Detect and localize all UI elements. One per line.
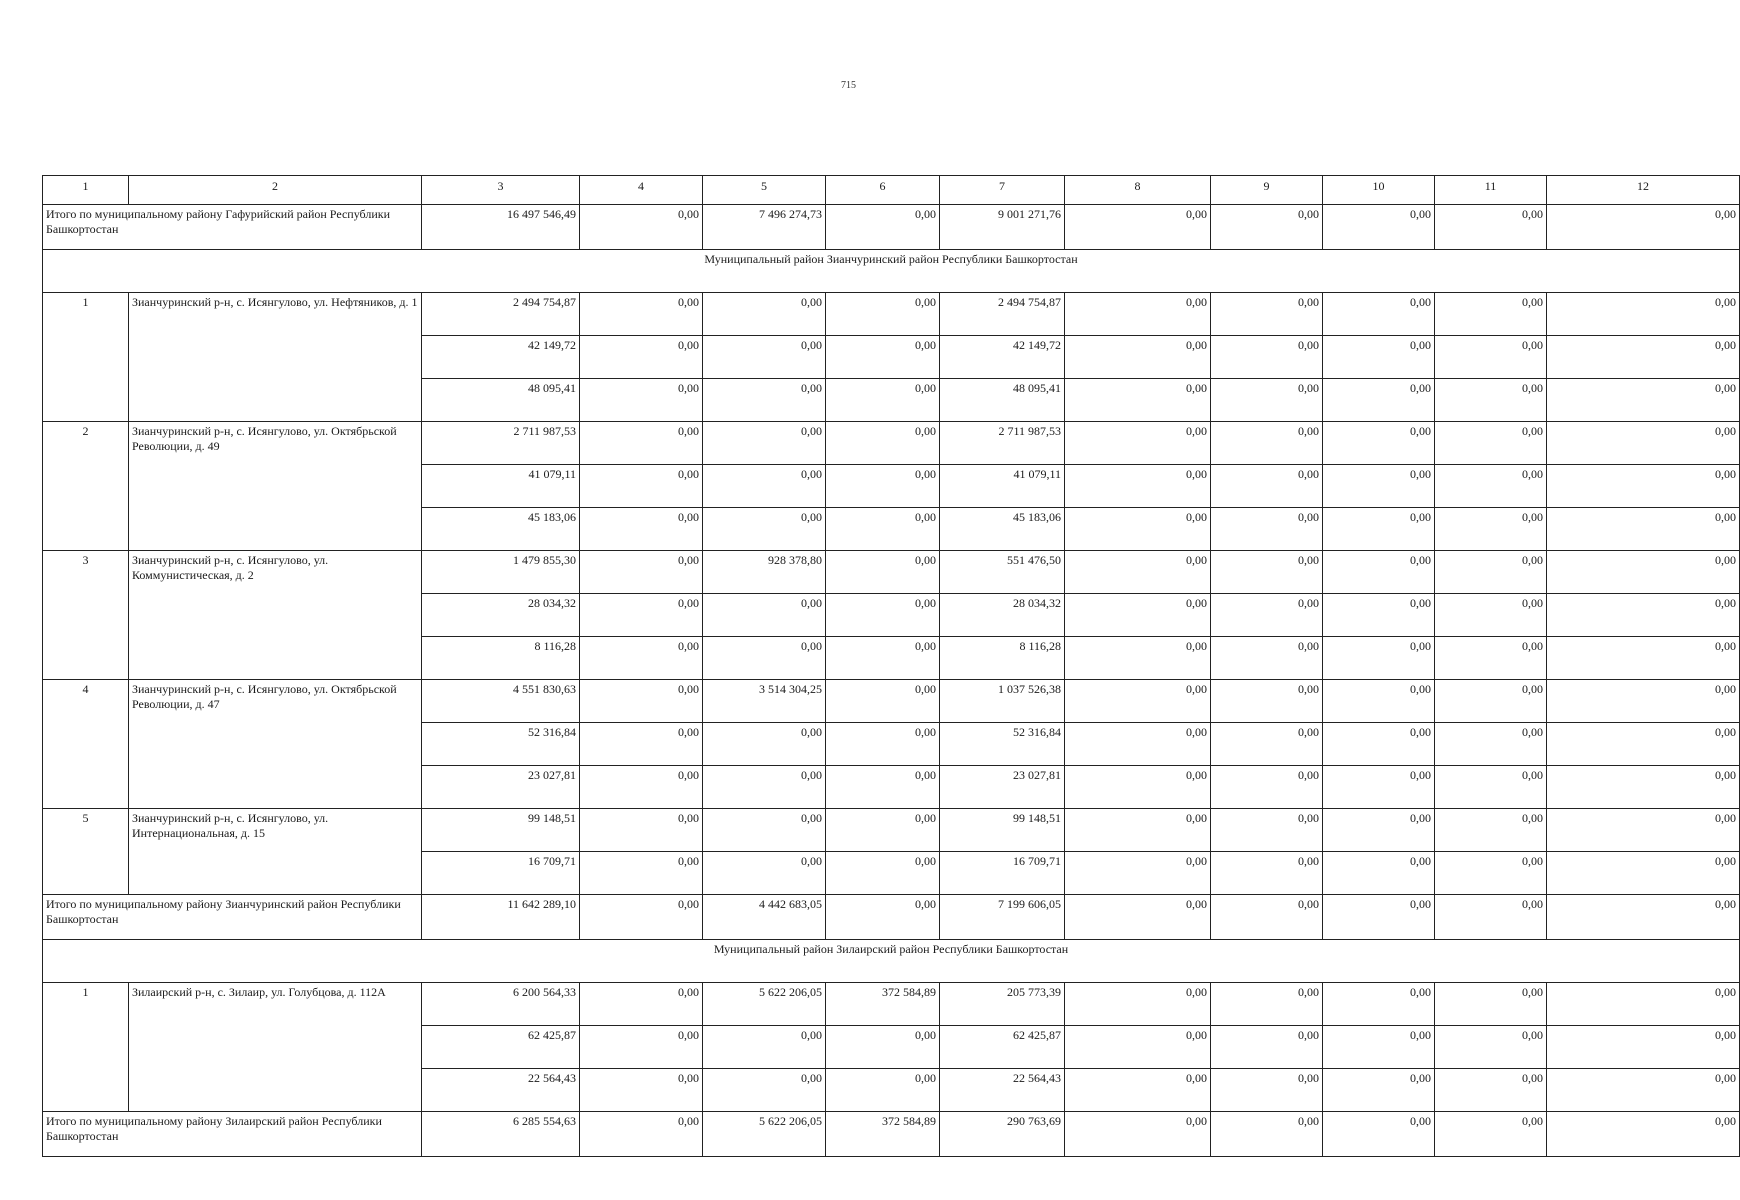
total-value-cell: 0,00 [1065,205,1211,250]
amount-cell: 928 378,80 [703,551,826,594]
amount-cell: 205 773,39 [940,983,1065,1026]
total-value-cell: 0,00 [1323,1112,1435,1157]
amount-cell: 28 034,32 [422,594,580,637]
amount-cell: 42 149,72 [940,336,1065,379]
amount-cell: 0,00 [703,379,826,422]
amount-cell: 0,00 [1065,983,1211,1026]
amount-cell: 22 564,43 [940,1069,1065,1112]
total-value-cell: 290 763,69 [940,1112,1065,1157]
total-value-cell: 0,00 [826,895,940,940]
object-row [43,680,1740,723]
amount-cell: 0,00 [1211,637,1323,680]
amount-cell: 0,00 [1211,723,1323,766]
total-value-cell: 0,00 [580,895,703,940]
amount-cell: 0,00 [826,766,940,809]
amount-cell: 0,00 [580,594,703,637]
amount-cell: 0,00 [1065,293,1211,336]
amount-cell: 0,00 [1211,983,1323,1026]
amount-cell: 0,00 [826,594,940,637]
amount-cell: 0,00 [826,422,940,465]
column-number-header: 2 [129,176,422,205]
district-section-row [43,940,1740,983]
district-section-title: Муниципальный район Зилаирский район Республики Башкортостан [43,940,1740,983]
amount-cell: 0,00 [1065,1026,1211,1069]
amount-cell: 45 183,06 [940,508,1065,551]
amount-cell: 0,00 [580,723,703,766]
amount-cell: 0,00 [1435,1069,1547,1112]
amount-cell: 0,00 [1323,983,1435,1026]
amount-cell: 0,00 [1065,465,1211,508]
amount-cell: 0,00 [703,1069,826,1112]
total-value-cell: 0,00 [1211,205,1323,250]
amount-cell: 0,00 [1323,293,1435,336]
column-number-header: 1 [43,176,129,205]
amount-cell: 0,00 [1211,379,1323,422]
amount-cell: 0,00 [1547,983,1740,1026]
amount-cell: 41 079,11 [940,465,1065,508]
object-address: Зианчуринский р-н, с. Исянгулово, ул. Интернациональная, д. 15 [129,809,422,895]
total-value-cell: 7 496 274,73 [703,205,826,250]
amount-cell: 0,00 [1065,852,1211,895]
amount-cell: 0,00 [1211,293,1323,336]
amount-cell: 0,00 [1323,723,1435,766]
amount-cell: 0,00 [1547,508,1740,551]
amount-cell: 0,00 [1323,551,1435,594]
district-section-title: Муниципальный район Зианчуринский район Республики Башкортостан [43,250,1740,293]
amount-cell: 0,00 [1547,293,1740,336]
amount-cell: 0,00 [580,465,703,508]
amount-cell: 0,00 [580,852,703,895]
amount-cell: 0,00 [703,1026,826,1069]
column-number-header: 3 [422,176,580,205]
total-value-cell: 0,00 [1435,1112,1547,1157]
district-total-label: Итого по муниципальному району Зилаирский район Республики Башкортостан [43,1112,422,1157]
page-number: 715 [841,80,856,91]
amount-cell: 0,00 [1547,465,1740,508]
object-index: 1 [43,983,129,1112]
amount-cell: 0,00 [1211,465,1323,508]
column-number-header: 6 [826,176,940,205]
amount-cell: 0,00 [1435,766,1547,809]
amount-cell: 0,00 [1323,336,1435,379]
amount-cell: 0,00 [1323,809,1435,852]
amount-cell: 2 711 987,53 [940,422,1065,465]
amount-cell: 0,00 [1211,336,1323,379]
total-value-cell: 0,00 [1323,205,1435,250]
total-value-cell: 0,00 [1547,895,1740,940]
amount-cell: 1 037 526,38 [940,680,1065,723]
amount-cell: 0,00 [1547,336,1740,379]
object-address: Зианчуринский р-н, с. Исянгулово, ул. Октябрьской Революции, д. 47 [129,680,422,809]
district-total-row [43,1112,1740,1157]
amount-cell: 0,00 [826,723,940,766]
amount-cell: 0,00 [826,1026,940,1069]
amount-cell: 0,00 [1323,465,1435,508]
amount-cell: 0,00 [580,551,703,594]
amount-cell: 0,00 [1323,422,1435,465]
amount-cell: 6 200 564,33 [422,983,580,1026]
amount-cell: 8 116,28 [940,637,1065,680]
amount-cell: 0,00 [580,293,703,336]
amount-cell: 0,00 [826,637,940,680]
column-number-header: 5 [703,176,826,205]
amount-cell: 0,00 [1547,723,1740,766]
amount-cell: 0,00 [1547,637,1740,680]
amount-cell: 0,00 [1323,637,1435,680]
total-value-cell: 0,00 [1547,205,1740,250]
column-number-row [43,176,1740,205]
amount-cell: 2 711 987,53 [422,422,580,465]
total-value-cell: 0,00 [1323,895,1435,940]
amount-cell: 0,00 [580,983,703,1026]
amount-cell: 48 095,41 [940,379,1065,422]
amount-cell: 0,00 [1211,551,1323,594]
amount-cell: 4 551 830,63 [422,680,580,723]
amount-cell: 0,00 [1211,508,1323,551]
amount-cell: 0,00 [703,508,826,551]
district-total-row [43,895,1740,940]
amount-cell: 0,00 [826,379,940,422]
amount-cell: 0,00 [1065,1069,1211,1112]
object-index: 1 [43,293,129,422]
amount-cell: 23 027,81 [422,766,580,809]
amount-cell: 23 027,81 [940,766,1065,809]
column-number-header: 11 [1435,176,1547,205]
column-number-header: 10 [1323,176,1435,205]
amount-cell: 0,00 [1065,551,1211,594]
total-value-cell: 16 497 546,49 [422,205,580,250]
total-value-cell: 9 001 271,76 [940,205,1065,250]
amount-cell: 0,00 [1211,422,1323,465]
total-value-cell: 0,00 [1065,1112,1211,1157]
district-total-row [43,205,1740,250]
amount-cell: 5 622 206,05 [703,983,826,1026]
object-row [43,551,1740,594]
amount-cell: 0,00 [1323,680,1435,723]
amount-cell: 0,00 [1065,637,1211,680]
object-row [43,422,1740,465]
amount-cell: 0,00 [1435,809,1547,852]
amount-cell: 0,00 [1547,766,1740,809]
amount-cell: 0,00 [580,1026,703,1069]
amount-cell: 0,00 [1435,465,1547,508]
amount-cell: 0,00 [1435,551,1547,594]
amount-cell: 0,00 [1435,422,1547,465]
amount-cell: 0,00 [1547,852,1740,895]
amount-cell: 0,00 [580,809,703,852]
amount-cell: 0,00 [1435,680,1547,723]
amount-cell: 0,00 [1435,594,1547,637]
amount-cell: 0,00 [1323,1026,1435,1069]
amount-cell: 99 148,51 [940,809,1065,852]
total-value-cell: 4 442 683,05 [703,895,826,940]
amount-cell: 52 316,84 [940,723,1065,766]
total-value-cell: 5 622 206,05 [703,1112,826,1157]
amount-cell: 0,00 [1065,336,1211,379]
budget-table [42,175,1740,1157]
amount-cell: 0,00 [1547,1026,1740,1069]
amount-cell: 0,00 [1065,809,1211,852]
budget-table-container [42,175,1736,1175]
amount-cell: 0,00 [703,293,826,336]
amount-cell: 0,00 [580,422,703,465]
amount-cell: 28 034,32 [940,594,1065,637]
amount-cell: 0,00 [1211,766,1323,809]
amount-cell: 0,00 [703,465,826,508]
column-number-header: 12 [1547,176,1740,205]
total-value-cell: 0,00 [1435,895,1547,940]
amount-cell: 0,00 [1065,594,1211,637]
amount-cell: 0,00 [1547,1069,1740,1112]
amount-cell: 42 149,72 [422,336,580,379]
amount-cell: 0,00 [1065,680,1211,723]
amount-cell: 1 479 855,30 [422,551,580,594]
amount-cell: 48 095,41 [422,379,580,422]
amount-cell: 0,00 [826,809,940,852]
object-address: Зианчуринский р-н, с. Исянгулово, ул. Коммунистическая, д. 2 [129,551,422,680]
amount-cell: 0,00 [1323,766,1435,809]
amount-cell: 2 494 754,87 [422,293,580,336]
total-value-cell: 0,00 [1211,1112,1323,1157]
amount-cell: 551 476,50 [940,551,1065,594]
amount-cell: 45 183,06 [422,508,580,551]
amount-cell: 0,00 [826,508,940,551]
amount-cell: 0,00 [703,637,826,680]
total-value-cell: 0,00 [826,205,940,250]
amount-cell: 0,00 [826,1069,940,1112]
amount-cell: 0,00 [826,852,940,895]
amount-cell: 0,00 [1547,680,1740,723]
amount-cell: 0,00 [1547,422,1740,465]
amount-cell: 0,00 [580,336,703,379]
object-index: 5 [43,809,129,895]
amount-cell: 0,00 [1323,594,1435,637]
amount-cell: 0,00 [580,508,703,551]
column-number-header: 8 [1065,176,1211,205]
total-value-cell: 0,00 [580,1112,703,1157]
amount-cell: 0,00 [1323,1069,1435,1112]
amount-cell: 0,00 [703,594,826,637]
total-value-cell: 0,00 [580,205,703,250]
object-address: Зилаирский р-н, с. Зилаир, ул. Голубцова, д. 112А [129,983,422,1112]
amount-cell: 41 079,11 [422,465,580,508]
amount-cell: 0,00 [1065,723,1211,766]
amount-cell: 0,00 [1323,852,1435,895]
amount-cell: 0,00 [1435,336,1547,379]
amount-cell: 52 316,84 [422,723,580,766]
total-value-cell: 0,00 [1065,895,1211,940]
object-index: 4 [43,680,129,809]
amount-cell: 0,00 [1323,379,1435,422]
district-total-label: Итого по муниципальному району Зианчуринский район Республики Башкортостан [43,895,422,940]
amount-cell: 0,00 [703,336,826,379]
object-row [43,809,1740,852]
amount-cell: 0,00 [1211,852,1323,895]
total-value-cell: 372 584,89 [826,1112,940,1157]
amount-cell: 16 709,71 [422,852,580,895]
district-section-row [43,250,1740,293]
amount-cell: 0,00 [1547,809,1740,852]
amount-cell: 0,00 [1211,680,1323,723]
amount-cell: 0,00 [1211,594,1323,637]
total-value-cell: 0,00 [1547,1112,1740,1157]
amount-cell: 0,00 [703,852,826,895]
column-number-header: 4 [580,176,703,205]
amount-cell: 0,00 [580,637,703,680]
amount-cell: 0,00 [1435,852,1547,895]
amount-cell: 0,00 [1547,594,1740,637]
object-row [43,983,1740,1026]
object-address: Зианчуринский р-н, с. Исянгулово, ул. Нефтяников, д. 1 [129,293,422,422]
district-total-label: Итого по муниципальному району Гафурийский район Республики Башкортостан [43,205,422,250]
amount-cell: 0,00 [703,766,826,809]
amount-cell: 0,00 [1435,379,1547,422]
amount-cell: 0,00 [1435,983,1547,1026]
total-value-cell: 6 285 554,63 [422,1112,580,1157]
amount-cell: 0,00 [703,422,826,465]
amount-cell: 0,00 [1211,809,1323,852]
amount-cell: 0,00 [703,723,826,766]
object-address: Зианчуринский р-н, с. Исянгулово, ул. Октябрьской Революции, д. 49 [129,422,422,551]
amount-cell: 372 584,89 [826,983,940,1026]
amount-cell: 0,00 [1211,1069,1323,1112]
amount-cell: 0,00 [1435,1026,1547,1069]
amount-cell: 22 564,43 [422,1069,580,1112]
amount-cell: 99 148,51 [422,809,580,852]
amount-cell: 0,00 [580,379,703,422]
column-number-header: 9 [1211,176,1323,205]
object-row [43,293,1740,336]
amount-cell: 0,00 [1065,766,1211,809]
amount-cell: 2 494 754,87 [940,293,1065,336]
amount-cell: 0,00 [1435,723,1547,766]
amount-cell: 0,00 [580,680,703,723]
amount-cell: 0,00 [580,1069,703,1112]
amount-cell: 0,00 [580,766,703,809]
amount-cell: 0,00 [826,336,940,379]
total-value-cell: 7 199 606,05 [940,895,1065,940]
amount-cell: 0,00 [1065,379,1211,422]
amount-cell: 0,00 [1435,637,1547,680]
amount-cell: 8 116,28 [422,637,580,680]
total-value-cell: 11 642 289,10 [422,895,580,940]
amount-cell: 0,00 [1211,1026,1323,1069]
total-value-cell: 0,00 [1211,895,1323,940]
amount-cell: 0,00 [1065,508,1211,551]
amount-cell: 0,00 [1435,293,1547,336]
amount-cell: 16 709,71 [940,852,1065,895]
amount-cell: 0,00 [1065,422,1211,465]
amount-cell: 0,00 [826,465,940,508]
object-index: 3 [43,551,129,680]
column-number-header: 7 [940,176,1065,205]
amount-cell: 0,00 [703,809,826,852]
amount-cell: 0,00 [1435,508,1547,551]
amount-cell: 62 425,87 [422,1026,580,1069]
amount-cell: 3 514 304,25 [703,680,826,723]
amount-cell: 0,00 [826,680,940,723]
amount-cell: 0,00 [1547,379,1740,422]
amount-cell: 62 425,87 [940,1026,1065,1069]
amount-cell: 0,00 [826,293,940,336]
amount-cell: 0,00 [1323,508,1435,551]
amount-cell: 0,00 [1547,551,1740,594]
total-value-cell: 0,00 [1435,205,1547,250]
amount-cell: 0,00 [826,551,940,594]
object-index: 2 [43,422,129,551]
